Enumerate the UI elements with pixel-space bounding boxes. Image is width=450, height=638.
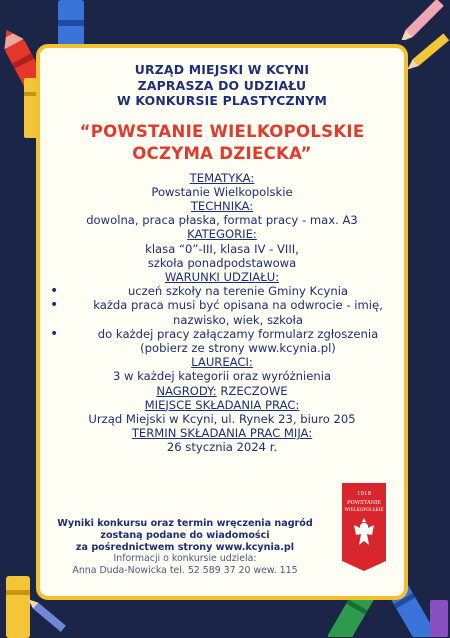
laureates-label: LAUREACI: bbox=[191, 355, 253, 370]
title-line-2: OCZYMA DZIECKA” bbox=[132, 143, 312, 163]
conditions-label: WARUNKI UDZIAŁU: bbox=[164, 269, 280, 284]
results-note bbox=[40, 518, 330, 553]
deadline-value: 26 stycznia 2024 r. bbox=[166, 440, 278, 455]
contact-line-2: Anna Duda-Nowicka tel. 52 589 37 20 wew. 115 bbox=[72, 564, 298, 576]
organizer-heading bbox=[40, 62, 404, 109]
technique-value: dowolna, praca płaska, format pracy - max. A3 bbox=[86, 213, 358, 228]
contact-info bbox=[40, 553, 330, 576]
logo-line-2: WIELKOPOLSKIE bbox=[344, 508, 384, 513]
laureates-value: 3 w każdej kategorii oraz wyróżnienia bbox=[112, 369, 332, 384]
footer-info bbox=[40, 518, 330, 576]
prizes-line bbox=[40, 384, 404, 398]
place-value: Urząd Miejski w Kcyni, ul. Rynek 23, biuro 205 bbox=[88, 411, 356, 426]
condition-item: • do każdej pracy załączamy formularz zgłoszenia (pobierz ze strony www.kcynia.pl) bbox=[50, 327, 398, 355]
poster-card bbox=[36, 44, 408, 600]
contest-details bbox=[40, 171, 404, 455]
logo-line-1: POWSTANIE bbox=[347, 500, 381, 506]
condition-item: • każda praca musi być opisana na odwrocie - imię, nazwisko, wiek, szkoła bbox=[50, 298, 398, 326]
technique-label: TECHNIKA: bbox=[190, 198, 254, 213]
organizer-line-2: ZAPRASZA DO UDZIAŁU bbox=[137, 77, 307, 93]
crayon-purple-decoration bbox=[426, 600, 450, 637]
pencil-bottom-decoration bbox=[28, 596, 68, 636]
conditions-list bbox=[40, 284, 404, 355]
title-line-1: “POWSTANIE WIELKOPOLSKIE bbox=[79, 121, 365, 141]
organizer-line-1: URZĄD MIEJSKI W KCYNI bbox=[134, 62, 310, 77]
deadline-label: TERMIN SKŁADANIA PRAC MIJA: bbox=[131, 426, 313, 441]
results-line-3: za pośrednictwem strony www.kcynia.pl bbox=[75, 541, 295, 553]
logo-year: 1918 bbox=[357, 491, 371, 497]
powstanie-wielkopolskie-logo bbox=[342, 483, 386, 571]
topic-label: TEMATYKA: bbox=[189, 170, 255, 185]
results-line-1: Wyniki konkursu oraz termin wręczenia nagród bbox=[57, 518, 313, 529]
prizes-value: RZECZOWE bbox=[220, 383, 288, 398]
topic-value: Powstanie Wielkopolskie bbox=[151, 184, 293, 199]
contest-title bbox=[40, 121, 404, 165]
condition-item: • uczeń szkoły na terenie Gminy Kcynia bbox=[50, 284, 398, 298]
organizer-line-3: W KONKURSIE PLASTYCZNYM bbox=[116, 93, 328, 108]
contact-line-1: Informacji o konkursie udziela: bbox=[113, 553, 257, 565]
categories-line-1: klasa “0”-III, klasa IV - VIII, bbox=[145, 241, 299, 256]
results-line-2: zostaną podane do wiadomości bbox=[100, 529, 270, 541]
categories-label: KATEGORIE: bbox=[187, 227, 257, 242]
pencil-yellow-decoration bbox=[408, 32, 450, 72]
place-label: MIEJSCE SKŁADANIA PRAC: bbox=[144, 397, 300, 412]
prizes-label: NAGRODY: bbox=[156, 383, 217, 398]
categories-line-2: szkoła ponadpodstawowa bbox=[147, 255, 297, 270]
